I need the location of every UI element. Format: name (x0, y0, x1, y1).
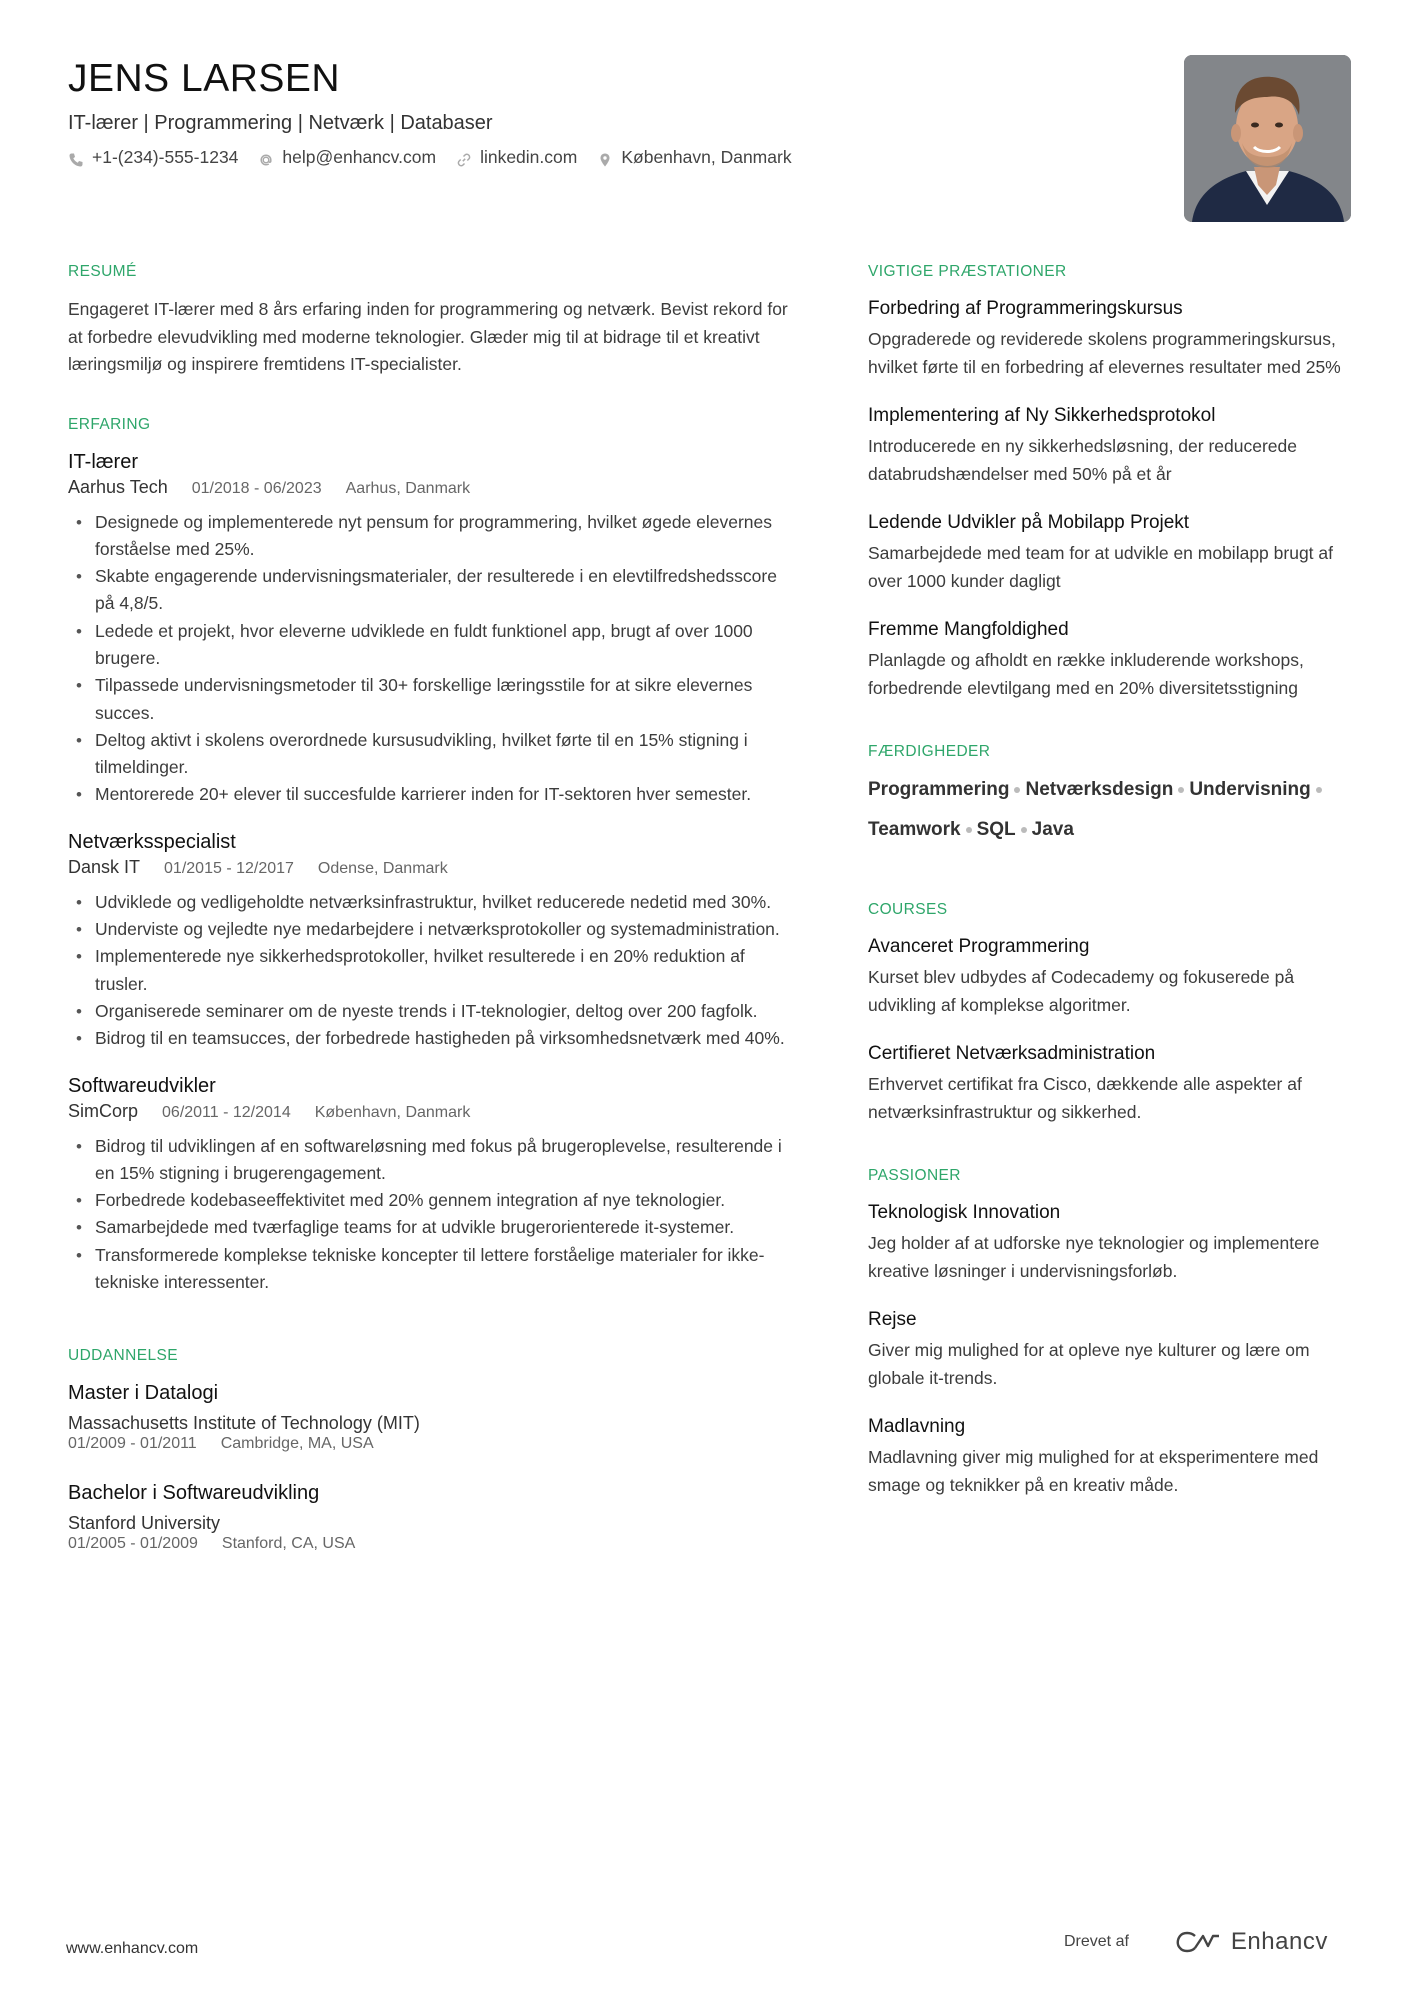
candidate-name: JENS LARSEN (68, 57, 341, 100)
course-item (868, 934, 1358, 1019)
job-bullet: • Implementerede nye sikkerhedsprotokoller, hvilket resulterede i en 20% reduktion af trusler. (68, 943, 798, 998)
job-dates: 01/2018 - 06/2023 (191, 479, 322, 497)
summary-text: Engageret IT-lærer med 8 års erfaring inden for programmering og netværk. Bevist rekord for at forbedre elevudvikling med moderne teknologier. Glæder mig til at bidrage til et kreativt læringsmiljø og inspirere fremtidens IT-specialister. (68, 299, 788, 374)
job-bullet: • Skabte engagerende undervisningsmaterialer, der resulterede i en elevtilfredshedsscore på 4,8/5. (68, 563, 798, 618)
job-bullet: • Udviklede og vedligeholdte netværksinfrastruktur, hvilket reducerede nedetid med 30%. (68, 889, 798, 916)
job-bullet: • Organiserede seminarer om de nyeste trends i IT-teknologier, deltog over 200 fagfolk. (68, 998, 798, 1025)
candidate-headline: IT-lærer | Programmering | Netværk | Databaser (68, 112, 493, 134)
skill-separator (1014, 787, 1020, 793)
contact-location (597, 144, 791, 170)
achievement-item (868, 296, 1358, 381)
skills-list (868, 776, 1358, 844)
summary-heading: RESUMÉ (68, 263, 137, 280)
course-title: Avanceret Programmering (868, 936, 1090, 957)
job-bullet: • Forbedrede kodebaseeffektivitet med 20% gennem integration af nye teknologier. (68, 1187, 798, 1214)
enhancv-logo-text: Enhancv (1230, 1928, 1328, 1955)
job-bullet: • Tilpassede undervisningsmetoder til 30+ forskellige læringsstile for at sikre elevernes succes. (68, 672, 798, 727)
footer-branding (1064, 1928, 1328, 1956)
education-dates: 01/2005 - 01/2009 (68, 1535, 198, 1553)
job-bullet: • Transformerede komplekse tekniske koncepter til lettere forståelige materialer for ikke-tekniske interessenter. (68, 1242, 798, 1297)
achievement-title: Fremme Mangfoldighed (868, 619, 1069, 640)
achievement-title: Implementering af Ny Sikkerhedsprotokol (868, 405, 1216, 426)
achievement-title: Ledende Udvikler på Mobilapp Projekt (868, 512, 1190, 533)
job-bullet: • Bidrog til udviklingen af en softwareløsning med fokus på brugeroplevelse, resulterende i en 15% stigning i brugerengagement. (68, 1133, 798, 1188)
passion-desc: Madlavning giver mig mulighed for at eksperimentere med smage og teknikker på en kreativ måde. (868, 1447, 1319, 1495)
job-dates: 06/2011 - 12/2014 (162, 1103, 291, 1121)
job-bullet: • Mentorerede 20+ elever til succesfulde karrierer inden for IT-sektoren hver semester. (68, 781, 798, 808)
course-desc: Erhvervet certifikat fra Cisco, dækkende alle aspekter af netværksinfrastruktur og sikkerhed. (868, 1074, 1302, 1122)
contact-phone-text: +1-(234)-555-1234 (92, 147, 239, 167)
job-bullet: • Deltog aktivt i skolens overordnede kursusudvikling, hvilket førte til en 15% stigning i tilmeldinger. (68, 727, 798, 782)
course-title: Certifieret Netværksadministration (868, 1043, 1156, 1064)
job-bullet: • Designede og implementerede nyt pensum for programmering, hvilket øgede elevernes forståelse med 25%. (68, 509, 798, 564)
contact-phone[interactable] (68, 144, 238, 170)
education-school: Stanford University (68, 1513, 221, 1534)
job-title: Softwareudvikler (68, 1074, 216, 1097)
job-meta (68, 855, 798, 881)
job-location: Odense, Danmark (317, 859, 448, 877)
job-location: Aarhus, Danmark (345, 479, 471, 497)
contact-linkedin[interactable] (456, 144, 577, 170)
achievement-item (868, 403, 1358, 488)
phone-icon (68, 149, 84, 165)
education-section (68, 1346, 798, 1554)
enhancv-logo[interactable] (1175, 1928, 1328, 1956)
achievement-item (868, 510, 1358, 595)
job-entry (68, 829, 798, 1053)
resume-header (68, 54, 1128, 170)
passions-heading: PASSIONER (868, 1167, 961, 1184)
job-bullets (68, 889, 798, 1053)
achievement-title: Forbedring af Programmeringskursus (868, 298, 1183, 319)
achievement-item (868, 617, 1358, 702)
courses-section (868, 900, 1358, 1126)
job-entry (68, 449, 798, 809)
skills-heading: FÆRDIGHEDER (868, 743, 991, 760)
job-bullets (68, 1133, 798, 1297)
passion-desc: Jeg holder af at udforske nye teknologier og implementere kreative løsninger i undervisningsforløb. (868, 1233, 1320, 1281)
passion-desc: Giver mig mulighed for at opleve nye kulturer og lære om globale it-trends. (868, 1340, 1310, 1388)
right-column (868, 262, 1358, 1535)
contact-list (68, 144, 1128, 170)
enhancv-logo-mark-icon (1175, 1930, 1221, 1954)
education-degree: Master i Datalogi (68, 1382, 219, 1405)
achievement-desc: Opgraderede og reviderede skolens programmeringskursus, hvilket førte til en forbedring af elevernes resultater med 25% (868, 329, 1341, 377)
education-meta (68, 1534, 798, 1554)
footer-website[interactable]: www.enhancv.com (66, 1940, 199, 1957)
job-company: Aarhus Tech (68, 476, 168, 497)
courses-heading: COURSES (868, 901, 948, 918)
job-location: København, Danmark (314, 1103, 471, 1121)
job-dates: 01/2015 - 12/2017 (164, 859, 294, 877)
skill-separator (1021, 827, 1027, 833)
education-location: Stanford, CA, USA (221, 1535, 356, 1553)
passions-section (868, 1166, 1358, 1499)
passion-item (868, 1200, 1358, 1285)
link-icon (456, 149, 472, 165)
job-bullet: • Samarbejdede med tværfaglige teams for at udvikle brugerorienterede it-systemer. (68, 1214, 798, 1241)
job-entry (68, 1073, 798, 1297)
course-item (868, 1041, 1358, 1126)
job-meta (68, 1099, 798, 1125)
education-dates: 01/2009 - 01/2011 (68, 1435, 197, 1453)
skill-tag: Teamwork (868, 816, 977, 844)
experience-heading: ERFARING (68, 415, 151, 433)
skill-tag: Undervisning (1189, 776, 1326, 804)
profile-photo (1184, 55, 1351, 222)
job-bullet: • Ledede et projekt, hvor eleverne udviklede en fuldt funktionel app, brugt af over 1000 brugere. (68, 618, 798, 673)
left-column (68, 262, 798, 1590)
skill-tag: Java (1031, 819, 1074, 840)
job-bullets (68, 509, 798, 809)
job-title: Netværksspecialist (68, 830, 236, 853)
skill-tag: SQL (977, 816, 1032, 844)
skill-separator (1316, 787, 1322, 793)
passion-item (868, 1414, 1358, 1499)
achievement-desc: Samarbejdede med team for at udvikle en mobilapp brugt af over 1000 kunder dagligt (868, 543, 1333, 591)
course-desc: Kurset blev udbydes af Codecademy og fokuserede på udvikling af komplekse algoritmer. (868, 967, 1295, 1015)
job-meta (68, 475, 798, 501)
achievements-section (868, 262, 1358, 702)
education-location: Cambridge, MA, USA (220, 1435, 374, 1453)
achievement-desc: Planlagde og afholdt en række inkluderende workshops, forbedrende elevtilgang med en 20% diversitetsstigning (868, 650, 1304, 698)
passion-title: Madlavning (868, 1416, 966, 1437)
passion-title: Teknologisk Innovation (868, 1202, 1061, 1223)
skill-tag: Programmering (868, 776, 1025, 804)
education-entry (68, 1480, 798, 1554)
contact-location-text: København, Danmark (621, 147, 792, 167)
contact-email[interactable] (258, 144, 436, 170)
powered-by-label: Drevet af (1064, 1933, 1129, 1950)
job-company: Dansk IT (68, 856, 141, 877)
passion-item (868, 1307, 1358, 1392)
skill-separator (966, 827, 972, 833)
achievements-heading: VIGTIGE PRÆSTATIONER (868, 263, 1067, 280)
contact-email-text: help@enhancv.com (282, 147, 437, 167)
education-meta (68, 1434, 798, 1454)
job-bullet: • Underviste og vejledte nye medarbejdere i netværksprotokoller og systemadministration. (68, 916, 798, 943)
summary-section (68, 262, 798, 379)
education-degree: Bachelor i Softwareudvikling (68, 1482, 320, 1505)
job-company: SimCorp (68, 1100, 139, 1121)
experience-section (68, 415, 798, 1297)
skill-separator (1178, 787, 1184, 793)
skills-section (868, 742, 1358, 844)
passion-title: Rejse (868, 1309, 917, 1330)
job-title: IT-lærer (68, 450, 138, 473)
achievement-desc: Introducerede en ny sikkerhedsløsning, der reducerede databrudshændelser med 50% på et år (868, 436, 1297, 484)
education-entry (68, 1380, 798, 1454)
skill-tag: Netværksdesign (1025, 776, 1189, 804)
at-icon (258, 149, 274, 165)
job-bullet: • Bidrog til en teamsucces, der forbedrede hastigheden på virksomhedsnetværk med 40%. (68, 1025, 798, 1052)
contact-linkedin-text: linkedin.com (480, 147, 578, 167)
education-school: Massachusetts Institute of Technology (MIT) (68, 1413, 420, 1434)
education-heading: UDDANNELSE (68, 1347, 178, 1365)
location-pin-icon (597, 149, 613, 165)
